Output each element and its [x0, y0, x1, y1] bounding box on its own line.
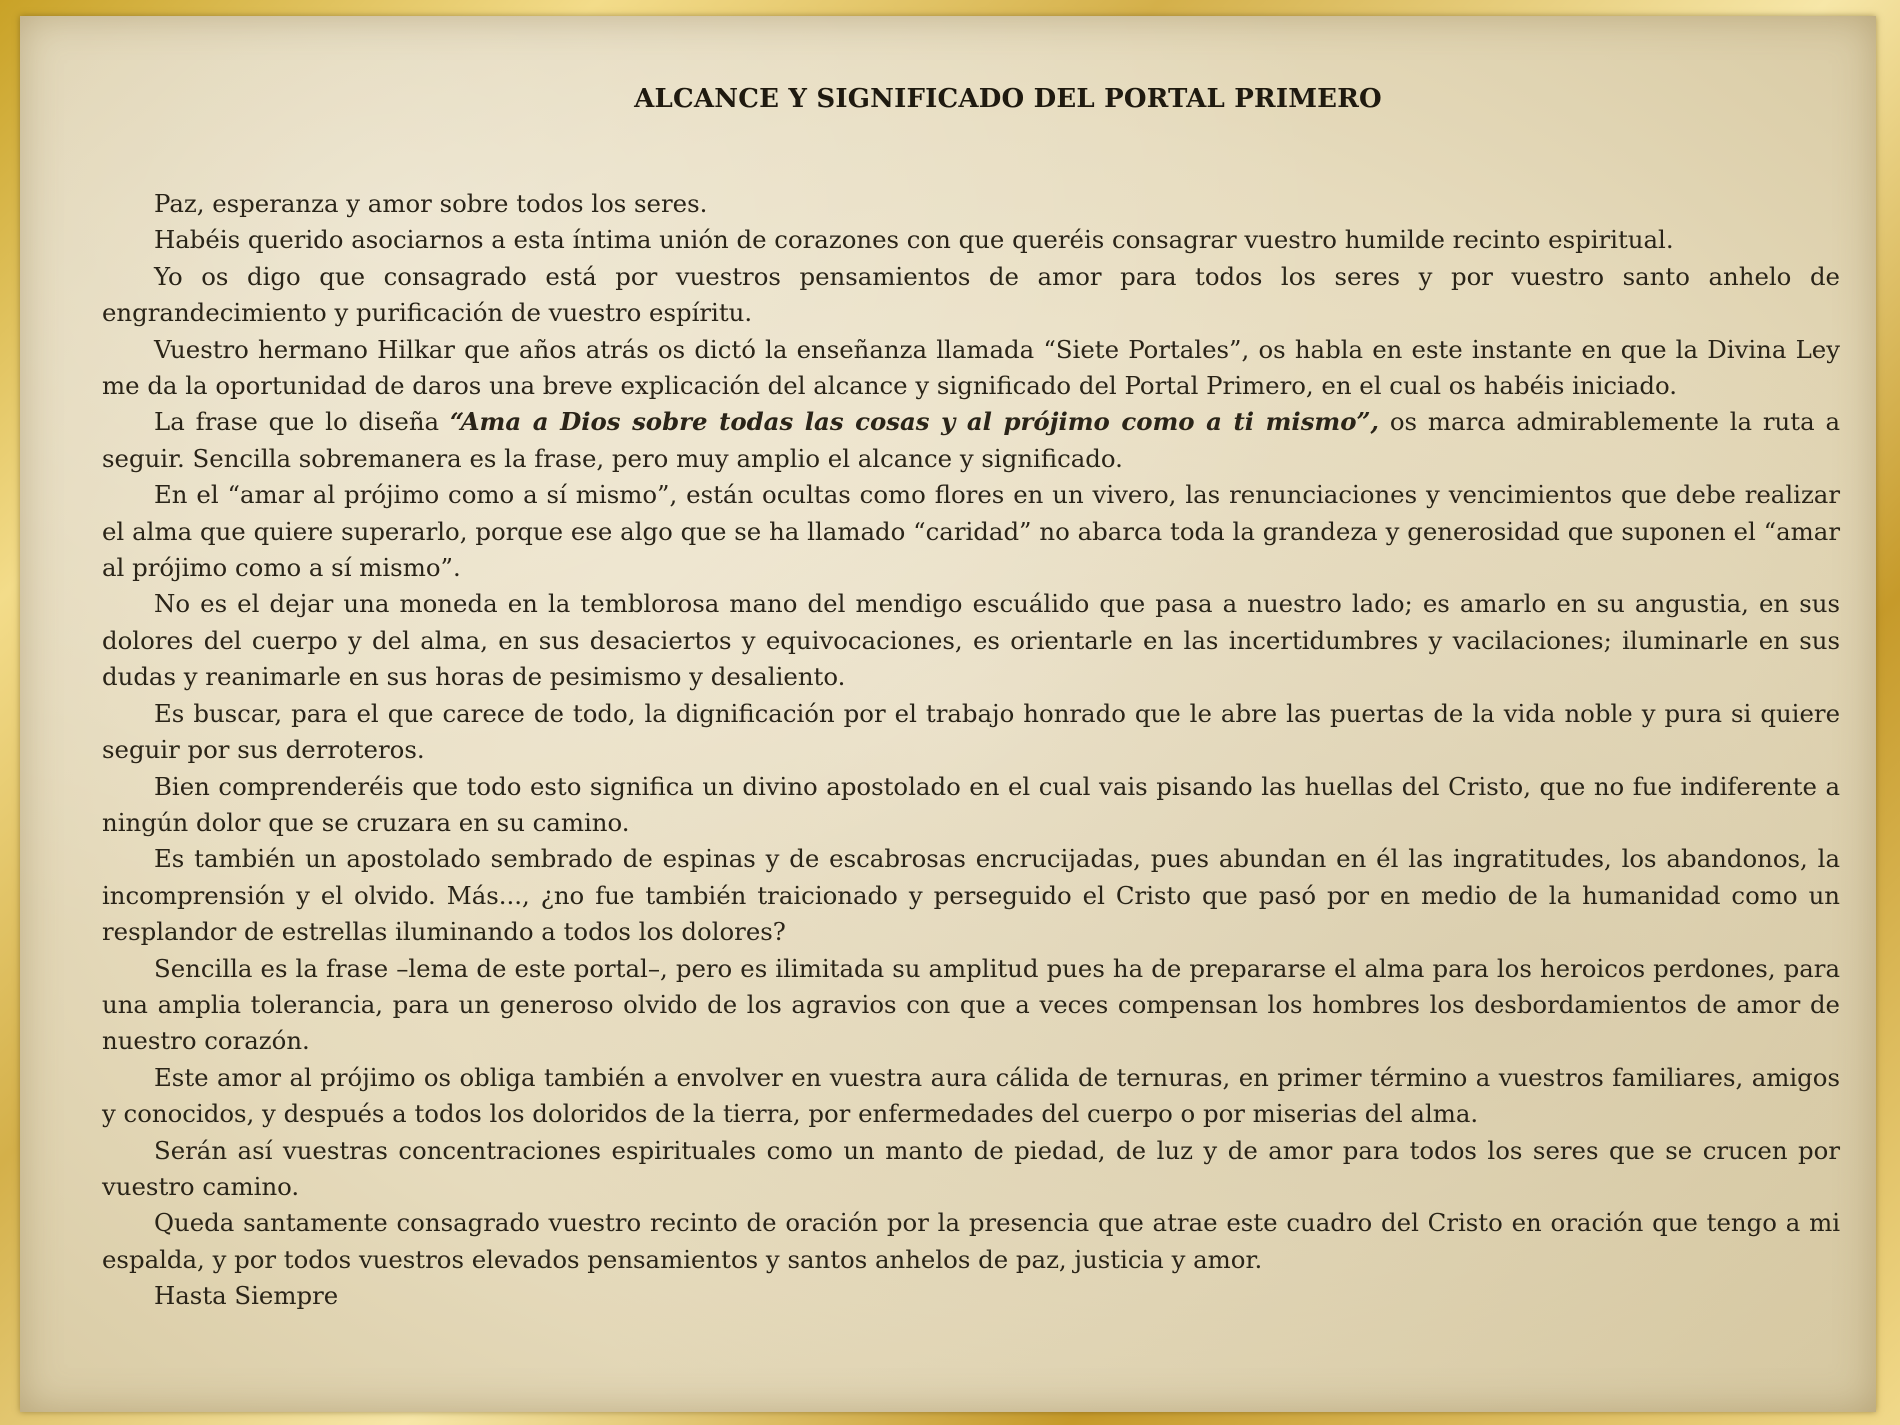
- parchment-page: [20, 16, 1876, 1412]
- paragraph: Serán así vuestras concentraciones espirituales como un manto de piedad, de luz y de amor para todos los seres que se crucen por vuestro camino.: [102, 1135, 1840, 1201]
- paragraph: Es buscar, para el que carece de todo, la dignificación por el trabajo honrado que le abre las puertas de la vida noble y pura si quiere seguir por sus derroteros.: [102, 698, 1840, 765]
- closing-signature: Hasta Siempre: [154, 1281, 339, 1311]
- paragraph: Queda santamente consagrado vuestro recinto de oración por la presencia que atrae este cuadro del Cristo en oración que tengo a mi espalda, y por todos vuestros elevados pensamientos y santos anhelos de paz, justicia y amor.: [102, 1208, 1840, 1274]
- paragraph: En el “amar al prójimo como a sí mismo”, están ocultas como flores en un vivero, las renunciaciones y vencimientos que debe realizar el alma que quiere superarlo, porque ese algo que se ha llamado “caridad” no abarca toda la grandeza y generosidad que suponen el “amar al prójimo como a sí mismo”.: [102, 480, 1840, 583]
- document-body: [102, 186, 1840, 1315]
- paragraph: Este amor al prójimo os obliga también a envolver en vuestra aura cálida de ternuras, en primer término a vuestros familiares, amigos y conocidos, y después a todos los doloridos de la tierra, por enfermedades del cuerpo o por miserias del alma.: [102, 1062, 1840, 1129]
- paragraph: Sencilla es la frase –lema de este portal–, pero es ilimitada su amplitud pues ha de prepararse el alma para los heroicos perdones, para una amplia tolerancia, para un generoso olvido de los agravios con que a veces compensan los hombres los desbordamientos de amor de nuestro corazón.: [102, 953, 1840, 1056]
- paragraph: Habéis querido asociarnos a esta íntima unión de corazones con que queréis consagrar vuestro humilde recinto espiritual.: [154, 225, 1674, 255]
- paragraph: No es el dejar una moneda en la temblorosa mano del mendigo escuálido que pasa a nuestro lado; es amarlo en su angustia, en sus dolores del cuerpo y del alma, en sus desaciertos y equivocaciones, es orientarle en las incertidumbres y vacilaciones; iluminarle en sus dudas y reanimarle en sus horas de pesimismo y desaliento.: [102, 589, 1840, 692]
- paragraph: Paz, esperanza y amor sobre todos los seres.: [154, 189, 708, 218]
- paragraph: Vuestro hermano Hilkar que años atrás os dictó la enseñanza llamada “Siete Portales”, os habla en este instante en que la Divina Ley me da la oportunidad de daros una breve explicación del alcance y significado del Portal Primero, en el cual os habéis iniciado.: [102, 334, 1840, 401]
- paragraph: Es también un apostolado sembrado de espinas y de escabrosas encrucijadas, pues abundan en él las ingratitudes, los abandonos, la incomprensión y el olvido. Más..., ¿no fue también traicionado y perseguido el Cristo que pasó por en medio de la humanidad como un resplandor de estrellas iluminando a todos los dolores?: [102, 844, 1840, 947]
- paragraph: Bien comprenderéis que todo esto significa un divino apostolado en el cual vais pisando las huellas del Cristo, que no fue indiferente a ningún dolor que se cruzara en su camino.: [102, 771, 1840, 837]
- paragraph-text-before: La frase que lo diseña: [154, 407, 450, 437]
- document-title: ALCANCE Y SIGNIFICADO DEL PORTAL PRIMERO: [634, 84, 1382, 114]
- paragraph-text-after: os marca admirablemente la ruta a seguir. Sencilla sobremanera es la frase, pero muy amplio el alcance y significado.: [102, 407, 1840, 473]
- paragraph: Yo os digo que consagrado está por vuestros pensamientos de amor para todos los seres y por vuestro santo anhelo de engrandecimiento y purificación de vuestro espíritu.: [102, 261, 1840, 328]
- paragraph-with-quote: [102, 404, 1840, 477]
- quoted-motto: “Ama a Dios sobre todas las cosas y al prójimo como a ti mismo”,: [449, 407, 1380, 437]
